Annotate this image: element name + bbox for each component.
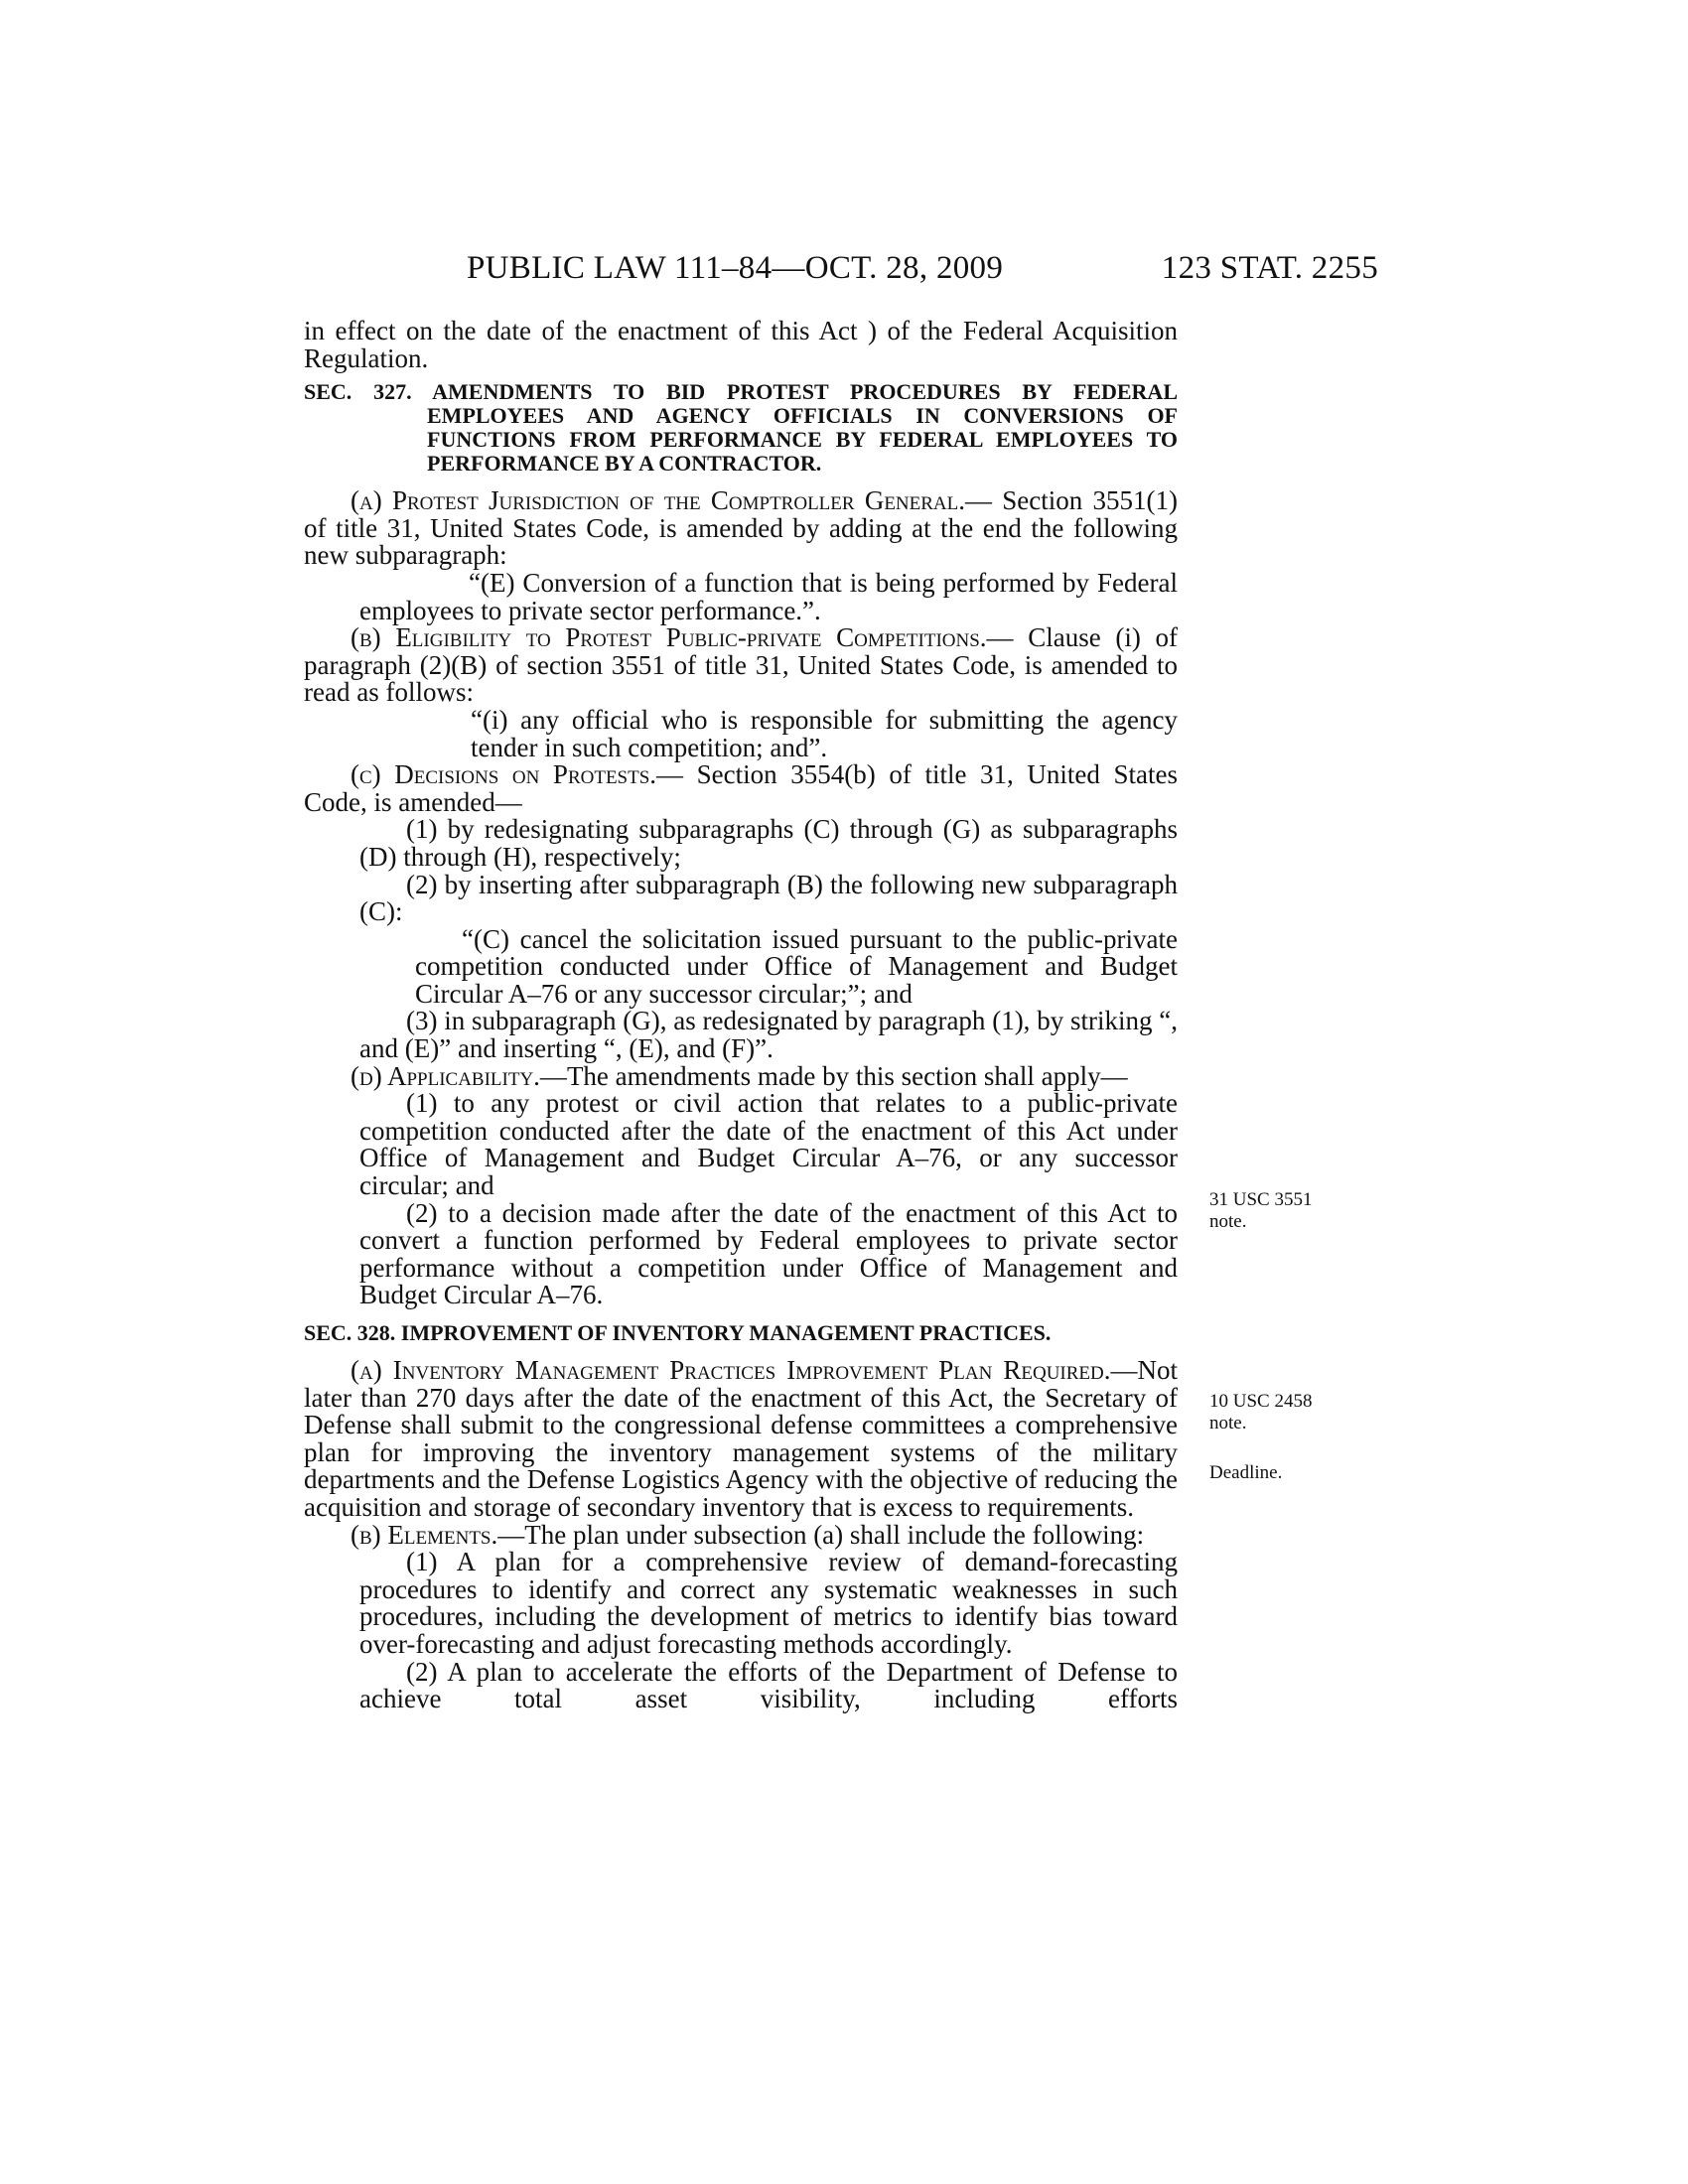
subsection-c-caption: (c) Decisions on Protests.—: [351, 759, 684, 790]
subsection-328-b-caption: (b) Elements.—: [351, 1519, 525, 1550]
subsection-a-text: Section 3551(1) of title 31, United States Code, is amended by adding at the end the following new subparagraph:: [304, 485, 1178, 571]
paragraph-328-b1: (1) A plan for a comprehensive review of demand-forecasting procedures to identify and correct any systematic weaknesses in such procedures, including the development of metrics to identify bias toward over-forecasting and adjust forecasting methods accordingly.: [359, 1547, 1178, 1659]
margin-note-10-usc-2458-line1: 10 USC 2458: [1209, 1391, 1313, 1412]
quoted-clause-i-text: “(i) any official who is responsible for submitting the agency tender in such competition; and”.: [471, 704, 1178, 762]
running-head-page-ref: 123 STAT. 2255: [1161, 250, 1378, 286]
margin-note-31-usc-3551: [1209, 1189, 1312, 1233]
margin-note-31-usc-3551-line1: 31 USC 3551: [1209, 1189, 1313, 1210]
paragraph-328-b2: (2) A plan to accelerate the efforts of the Department of Defense to achieve total asset visibility, including efforts: [359, 1656, 1178, 1714]
subsection-b-caption: (b) Eligibility to Protest Public-private Competitions.—: [351, 622, 1014, 653]
main-text-column: [304, 318, 1178, 1713]
subsection-a: [304, 487, 1178, 570]
subsection-a-caption: (a) Protest Jurisdiction of the Comptroller General.—: [351, 485, 992, 516]
subsection-328-a-caption: (a) Inventory Management Practices Improvement Plan Required.—: [351, 1355, 1138, 1385]
quoted-subparagraph-c: “(C) cancel the solicitation issued pursuant to the public-private competition conducted under Office of Management and Budget Circular A–76 or any successor circular;”; and: [415, 923, 1178, 1009]
subsection-b: [304, 624, 1178, 707]
quoted-subparagraph-e: “(E) Conversion of a function that is being performed by Federal employees to private sector performance.”.: [359, 567, 1178, 625]
subsection-328-b-text: The plan under subsection (a) shall include the following:: [524, 1519, 1145, 1550]
paragraph-c3: (3) in subparagraph (G), as redesignated by paragraph (1), by striking “, and (E)” and inserting “, (E), and (F)”.: [359, 1006, 1178, 1064]
paragraph-d2: (2) to a decision made after the date of the enactment of this Act to convert a function performed by Federal employees to private sector performance without a competition under Office of Management and Budget Circular A–76.: [359, 1197, 1178, 1310]
subsection-328-a-text: Not later than 270 days after the date of the enactment of this Act, the Secretary of Defense shall submit to the congressional defense committees a comprehensive plan for improving the inventory management systems of the military departments and the Defense Logistics Agency with the objective of reducing the acquisition and storage of secondary inventory that is excess to requirements.: [304, 1355, 1178, 1522]
paragraph-d1: (1) to any protest or civil action that relates to a public-private competition conducted after the date of the enactment of this Act under Office of Management and Budget Circular A–76, or any successor circular; and: [359, 1088, 1178, 1201]
paragraph-continuation: in effect on the date of the enactment of this Act ) of the Federal Acquisition Regulation.: [304, 316, 1178, 373]
running-head-title: PUBLIC LAW 111–84—OCT. 28, 2009: [467, 250, 1004, 286]
subsection-d-text: The amendments made by this section shall apply—: [566, 1060, 1128, 1091]
margin-note-10-usc-2458: [1209, 1391, 1312, 1434]
quoted-clause-i: [304, 704, 1178, 762]
section-327-heading: SEC. 327. AMENDMENTS TO BID PROTEST PROCEDURES BY FEDERAL EMPLOYEES AND AGENCY OFFICIALS IN CONVERSIONS OF FUNCTIONS FROM PERFORMANCE BY FEDERAL EMPLOYEES TO PERFORMANCE BY A CONTRACTOR.: [304, 379, 1178, 477]
section-328-heading: SEC. 328. IMPROVEMENT OF INVENTORY MANAGEMENT PRACTICES.: [304, 1320, 1052, 1345]
subsection-c: [304, 761, 1178, 816]
margin-note-31-usc-3551-line2: note.: [1209, 1211, 1247, 1232]
subsection-328-a: [304, 1357, 1178, 1522]
subsection-328-b: [304, 1519, 1178, 1550]
subsection-d: [304, 1060, 1178, 1091]
paragraph-c1: (1) by redesignating subparagraphs (C) through (G) as subparagraphs (D) through (H), respectively;: [359, 814, 1178, 872]
margin-note-10-usc-2458-line2: note.: [1209, 1413, 1247, 1433]
margin-note-deadline: Deadline.: [1209, 1462, 1283, 1483]
subsection-d-caption: (d) Applicability.—: [351, 1060, 567, 1091]
paragraph-c2: (2) by inserting after subparagraph (B) the following new subparagraph (C):: [359, 869, 1178, 927]
subsection-b-text: Clause (i) of paragraph (2)(B) of section 3551 of title 31, United States Code, is amended to read as follows:: [304, 622, 1179, 708]
running-head: [467, 250, 1378, 290]
subsection-c-text: Section 3554(b) of title 31, United States Code, is amended—: [304, 759, 1178, 817]
